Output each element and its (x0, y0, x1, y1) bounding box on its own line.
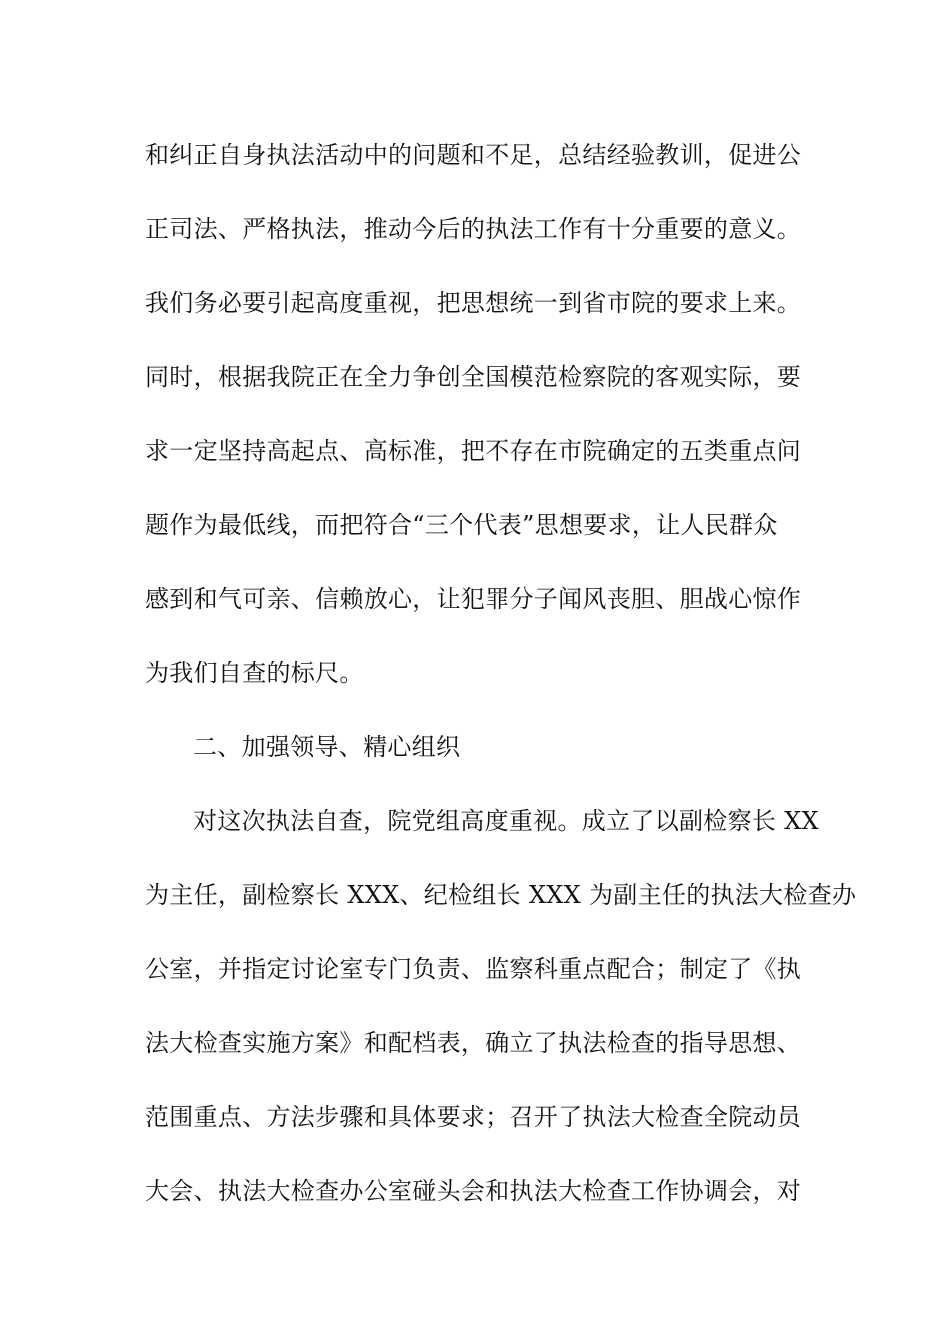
text-line-2: 正司法、严格执法，推动今后的执法工作有十分重要的意义。 (145, 215, 802, 243)
text-line-11: 为主任，副检察长 XXX、纪检组长 XXX 为副主任的执法大检查办 (145, 881, 857, 909)
text-line-14: 范围重点、方法步骤和具体要求；召开了执法大检查全院动员 (145, 1103, 802, 1131)
text-line-10: 对这次执法自查，院党组高度重视。成立了以副检察长 XX (193, 807, 819, 835)
text-line-5: 求一定坚持高起点、高标准，把不存在市院确定的五类重点问 (145, 437, 802, 465)
text-line-4: 同时，根据我院正在全力争创全国模范检察院的客观实际，要 (145, 363, 802, 391)
text-line-6: 题作为最低线，而把符合“三个代表”思想要求，让人民群众 (145, 511, 778, 539)
text-line-13: 法大检查实施方案》和配档表，确立了执法检查的指导思想、 (145, 1029, 802, 1057)
section-heading: 二、加强领导、精心组织 (193, 733, 461, 761)
text-line-15: 大会、执法大检查办公室碰头会和执法大检查工作协调会，对 (145, 1177, 802, 1205)
text-line-8: 为我们自查的标尺。 (145, 659, 364, 687)
text-line-12: 公室，并指定讨论室专门负责、监察科重点配合；制定了《执 (145, 955, 802, 983)
text-line-3: 我们务必要引起高度重视，把思想统一到省市院的要求上来。 (145, 289, 802, 317)
text-line-7: 感到和气可亲、信赖放心，让犯罪分子闻风丧胆、胆战心惊作 (145, 585, 802, 613)
text-line-1: 和纠正自身执法活动中的问题和不足，总结经验教训，促进公 (145, 141, 802, 169)
